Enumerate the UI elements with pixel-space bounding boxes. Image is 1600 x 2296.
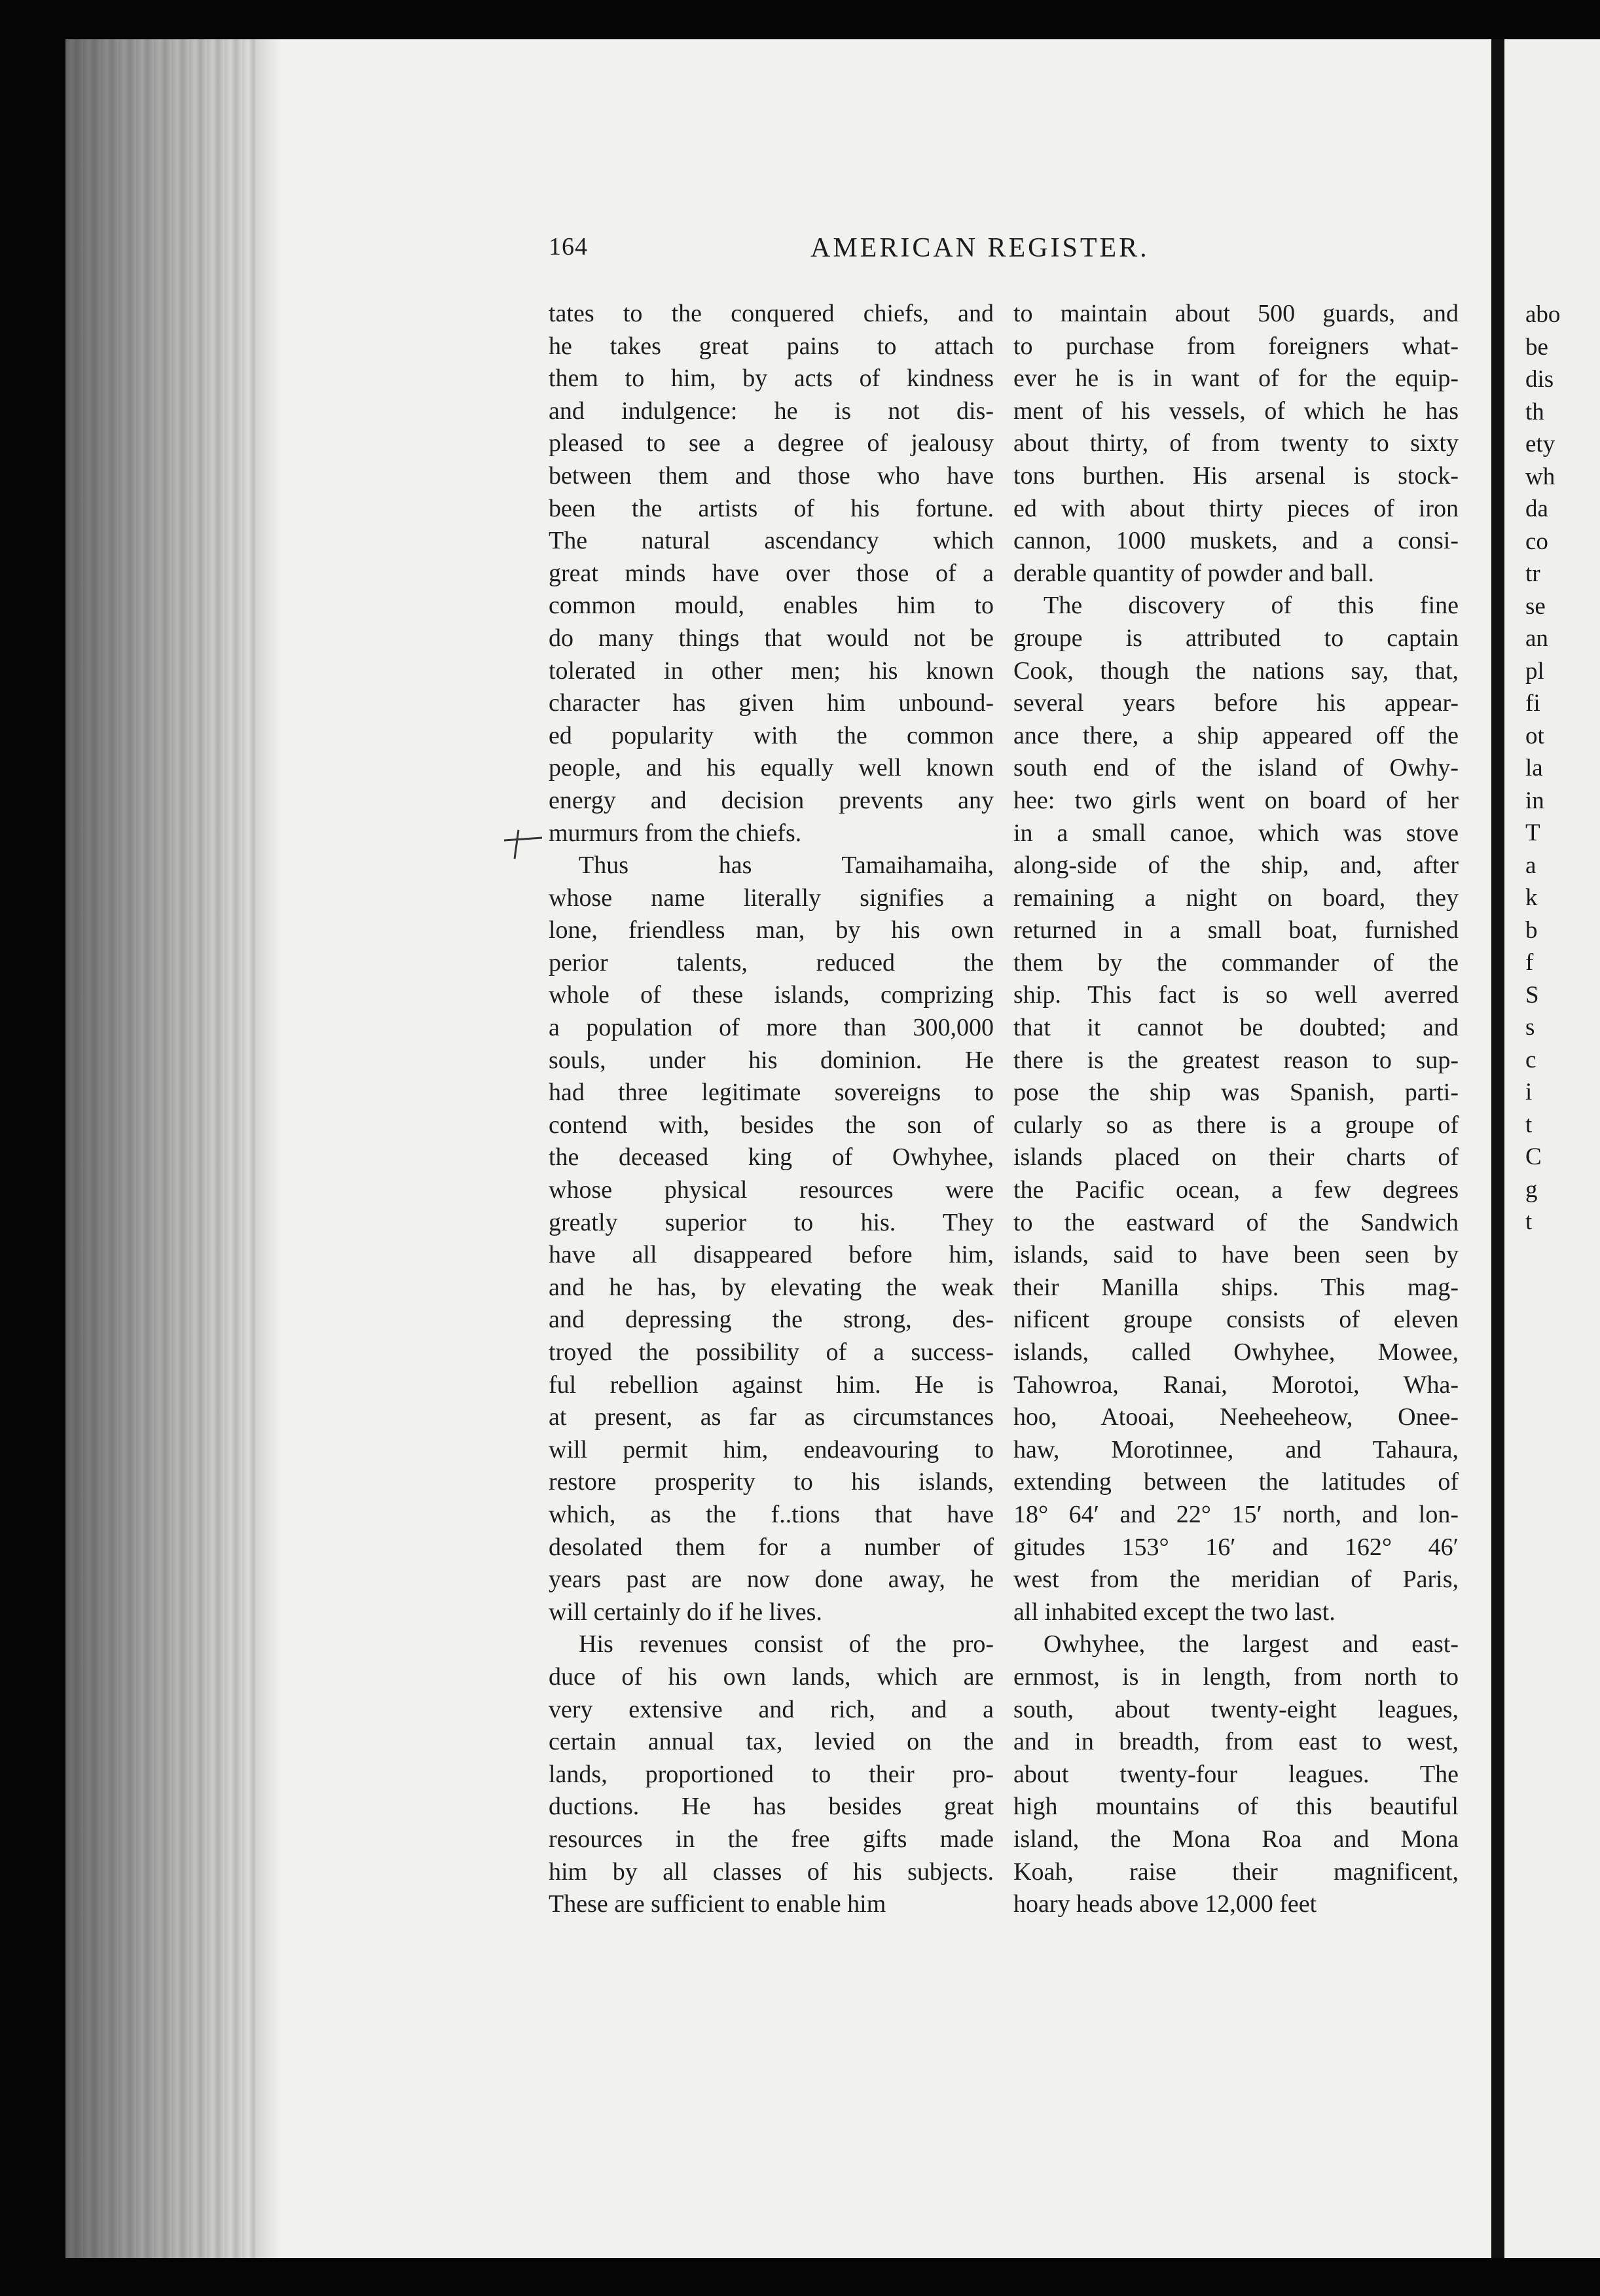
text-line: had three legitimate sovereigns to bbox=[549, 1079, 994, 1107]
text-line: troyed the possibility of a success- bbox=[549, 1338, 994, 1366]
text-line: been the artists of his fortune. bbox=[549, 494, 994, 522]
fragment-line: i bbox=[1525, 1079, 1533, 1105]
text-line: ductions. He has besides great bbox=[549, 1793, 994, 1821]
text-line: high mountains of this beautiful bbox=[1013, 1793, 1459, 1821]
text-line: him by all classes of his subjects. bbox=[549, 1857, 994, 1886]
text-line: their Manilla ships. This mag- bbox=[1013, 1273, 1459, 1301]
text-line: the Pacific ocean, a few degrees bbox=[1013, 1176, 1459, 1204]
fragment-line: tr bbox=[1525, 560, 1540, 587]
text-line: Owhyhee, the largest and east- bbox=[1044, 1630, 1459, 1659]
text-line: island, the Mona Roa and Mona bbox=[1013, 1825, 1459, 1853]
fragment-line: g bbox=[1525, 1175, 1538, 1203]
text-line: groupe is attributed to captain bbox=[1013, 624, 1459, 652]
text-line: about thirty, of from twenty to sixty bbox=[1013, 429, 1459, 457]
page-gutter bbox=[1491, 39, 1504, 2258]
next-page-edge bbox=[1504, 39, 1600, 2258]
text-line: character has given him unbound- bbox=[549, 689, 994, 717]
text-line: there is the greatest reason to sup- bbox=[1013, 1046, 1459, 1074]
text-line: very extensive and rich, and a bbox=[549, 1695, 994, 1723]
text-line: great minds have over those of a bbox=[549, 559, 994, 587]
fragment-line: t bbox=[1525, 1111, 1533, 1138]
fragment-line: a bbox=[1525, 852, 1536, 879]
text-line: south end of the island of Owhy- bbox=[1013, 754, 1459, 782]
text-line: and in breadth, from east to west, bbox=[1013, 1728, 1459, 1756]
text-line: islands, called Owhyhee, Mowee, bbox=[1013, 1338, 1459, 1366]
text-line: people, and his equally well known bbox=[549, 754, 994, 782]
text-line: lone, friendless man, by his own bbox=[549, 916, 994, 944]
text-line: tons burthen. His arsenal is stock- bbox=[1013, 461, 1459, 490]
page-number: 164 bbox=[549, 233, 588, 260]
text-line: ship. This fact is so well averred bbox=[1013, 981, 1459, 1009]
text-line: several years before his appear- bbox=[1013, 689, 1459, 717]
fragment-line: c bbox=[1525, 1046, 1536, 1073]
next-page-fragment bbox=[1504, 39, 1600, 1238]
fragment-line: wh bbox=[1525, 463, 1555, 490]
page-binding-edge bbox=[65, 39, 255, 2258]
text-line: These are sufficient to enable him bbox=[549, 1890, 886, 1918]
text-column-left bbox=[549, 298, 994, 1921]
text-line: pose the ship was Spanish, parti- bbox=[1013, 1079, 1459, 1107]
fragment-line: ety bbox=[1525, 431, 1555, 457]
text-line: restore prosperity to his islands, bbox=[549, 1468, 994, 1496]
text-line: certain annual tax, levied on the bbox=[549, 1728, 994, 1756]
text-line: returned in a small boat, furnished bbox=[1013, 916, 1459, 944]
text-line: to maintain about 500 guards, and bbox=[1013, 300, 1459, 327]
text-line: and indulgence: he is not dis- bbox=[549, 397, 994, 425]
text-line: ed popularity with the common bbox=[549, 721, 994, 749]
fragment-line: an bbox=[1525, 625, 1548, 652]
text-line: common mould, enables him to bbox=[549, 592, 994, 620]
text-line: souls, under his dominion. He bbox=[549, 1046, 994, 1074]
text-line: along-side of the ship, and, after bbox=[1013, 852, 1459, 880]
text-line: The discovery of this fine bbox=[1044, 592, 1459, 620]
text-line: ever he is in want of for the equip- bbox=[1013, 365, 1459, 393]
text-line: ful rebellion against him. He is bbox=[549, 1371, 994, 1399]
fragment-line: be bbox=[1525, 333, 1548, 361]
text-line: to purchase from foreigners what- bbox=[1013, 332, 1459, 360]
fragment-line: ot bbox=[1525, 722, 1544, 749]
text-line: duce of his own lands, which are bbox=[549, 1662, 994, 1691]
fragment-line: t bbox=[1525, 1208, 1533, 1235]
text-line: a population of more than 300,000 bbox=[549, 1014, 994, 1042]
text-line: them to him, by acts of kindness bbox=[549, 365, 994, 393]
fragment-line: S bbox=[1525, 981, 1539, 1009]
text-line: tates to the conquered chiefs, and bbox=[549, 300, 994, 327]
text-line: will certainly do if he lives. bbox=[549, 1598, 822, 1626]
fragment-line: dis bbox=[1525, 366, 1554, 393]
text-line: ance there, a ship appeared off the bbox=[1013, 721, 1459, 749]
binding-shadow bbox=[255, 39, 282, 2258]
text-line: contend with, besides the son of bbox=[549, 1111, 994, 1139]
text-line: cularly so as there is a groupe of bbox=[1013, 1111, 1459, 1139]
text-line: The natural ascendancy which bbox=[549, 527, 994, 555]
text-line: the deceased king of Owhyhee, bbox=[549, 1143, 994, 1172]
text-line: south, about twenty-eight leagues, bbox=[1013, 1695, 1459, 1723]
text-line: gitudes 153° 16′ and 162° 46′ bbox=[1013, 1533, 1459, 1561]
page-header-title: AMERICAN REGISTER. bbox=[810, 233, 1150, 263]
text-line: His revenues consist of the pro- bbox=[579, 1630, 994, 1659]
text-line: that it cannot be doubted; and bbox=[1013, 1014, 1459, 1042]
text-line: cannon, 1000 muskets, and a consi- bbox=[1013, 527, 1459, 555]
text-line: he takes great pains to attach bbox=[549, 332, 994, 360]
text-line: west from the meridian of Paris, bbox=[1013, 1566, 1459, 1594]
text-line: remaining a night on board, they bbox=[1013, 884, 1459, 912]
text-line: hoary heads above 12,000 feet bbox=[1013, 1890, 1317, 1918]
text-line: years past are now done away, he bbox=[549, 1566, 994, 1594]
text-line: whose physical resources were bbox=[549, 1176, 994, 1204]
text-line: lands, proportioned to their pro- bbox=[549, 1760, 994, 1788]
fragment-line: la bbox=[1525, 755, 1543, 781]
text-line: murmurs from the chiefs. bbox=[549, 819, 802, 847]
fragment-line: k bbox=[1525, 884, 1538, 911]
fragment-line: in bbox=[1525, 787, 1544, 814]
text-line: extending between the latitudes of bbox=[1013, 1468, 1459, 1496]
text-line: islands placed on their charts of bbox=[1013, 1143, 1459, 1172]
fragment-line: s bbox=[1525, 1014, 1535, 1041]
pencil-cross-mark bbox=[499, 818, 545, 864]
fragment-line: se bbox=[1525, 592, 1546, 620]
fragment-line: th bbox=[1525, 398, 1544, 425]
text-line: nificent groupe consists of eleven bbox=[1013, 1306, 1459, 1334]
text-line: ment of his vessels, of which he has bbox=[1013, 397, 1459, 425]
fragment-line: abo bbox=[1525, 301, 1561, 328]
text-line: tolerated in other men; his known bbox=[549, 656, 994, 685]
text-line: whose name literally signifies a bbox=[549, 884, 994, 912]
text-line: pleased to see a degree of jealousy bbox=[549, 429, 994, 457]
text-line: Koah, raise their magnificent, bbox=[1013, 1857, 1459, 1886]
text-line: have all disappeared before him, bbox=[549, 1241, 994, 1269]
text-line: at present, as far as circumstances bbox=[549, 1403, 994, 1431]
text-line: ernmost, is in length, from north to bbox=[1013, 1662, 1459, 1691]
text-line: Tahowroa, Ranai, Morotoi, Wha- bbox=[1013, 1371, 1459, 1399]
text-line: 18° 64′ and 22° 15′ north, and lon- bbox=[1013, 1500, 1459, 1528]
text-line: greatly superior to his. They bbox=[549, 1208, 994, 1236]
text-line: desolated them for a number of bbox=[549, 1533, 994, 1561]
text-line: do many things that would not be bbox=[549, 624, 994, 652]
text-line: in a small canoe, which was stove bbox=[1013, 819, 1459, 847]
text-line: Cook, though the nations say, that, bbox=[1013, 656, 1459, 685]
fragment-line: C bbox=[1525, 1143, 1542, 1170]
text-line: derable quantity of powder and ball. bbox=[1013, 559, 1374, 587]
text-line: about twenty-four leagues. The bbox=[1013, 1760, 1459, 1788]
running-head bbox=[549, 232, 1452, 272]
text-line: and he has, by elevating the weak bbox=[549, 1273, 994, 1301]
fragment-line: co bbox=[1525, 528, 1548, 555]
text-line: resources in the free gifts made bbox=[549, 1825, 994, 1853]
fragment-line: da bbox=[1525, 495, 1548, 522]
text-line: them by the commander of the bbox=[1013, 948, 1459, 977]
text-line: between them and those who have bbox=[549, 461, 994, 490]
fragment-line: b bbox=[1525, 916, 1538, 944]
fragment-line: pl bbox=[1525, 657, 1544, 685]
text-line: whole of these islands, comprizing bbox=[549, 981, 994, 1009]
text-column-right bbox=[1013, 298, 1459, 1921]
text-line: which, as the f..tions that have bbox=[549, 1500, 994, 1528]
text-line: perior talents, reduced the bbox=[549, 948, 994, 977]
fragment-line: T bbox=[1525, 819, 1540, 846]
text-line: haw, Morotinnee, and Tahaura, bbox=[1013, 1435, 1459, 1463]
text-line: ed with about thirty pieces of iron bbox=[1013, 494, 1459, 522]
text-line: islands, said to have been seen by bbox=[1013, 1241, 1459, 1269]
text-line: to the eastward of the Sandwich bbox=[1013, 1208, 1459, 1236]
fragment-line: fi bbox=[1525, 690, 1540, 717]
fragment-line: f bbox=[1525, 949, 1534, 976]
text-line: hoo, Atooai, Neeheeheow, Onee- bbox=[1013, 1403, 1459, 1431]
text-line: Thus has Tamaihamaiha, bbox=[579, 852, 994, 880]
text-line: energy and decision prevents any bbox=[549, 786, 994, 814]
text-line: all inhabited except the two last. bbox=[1013, 1598, 1336, 1626]
text-line: will permit him, endeavouring to bbox=[549, 1435, 994, 1463]
text-line: hee: two girls went on board of her bbox=[1013, 786, 1459, 814]
text-line: and depressing the strong, des- bbox=[549, 1306, 994, 1334]
